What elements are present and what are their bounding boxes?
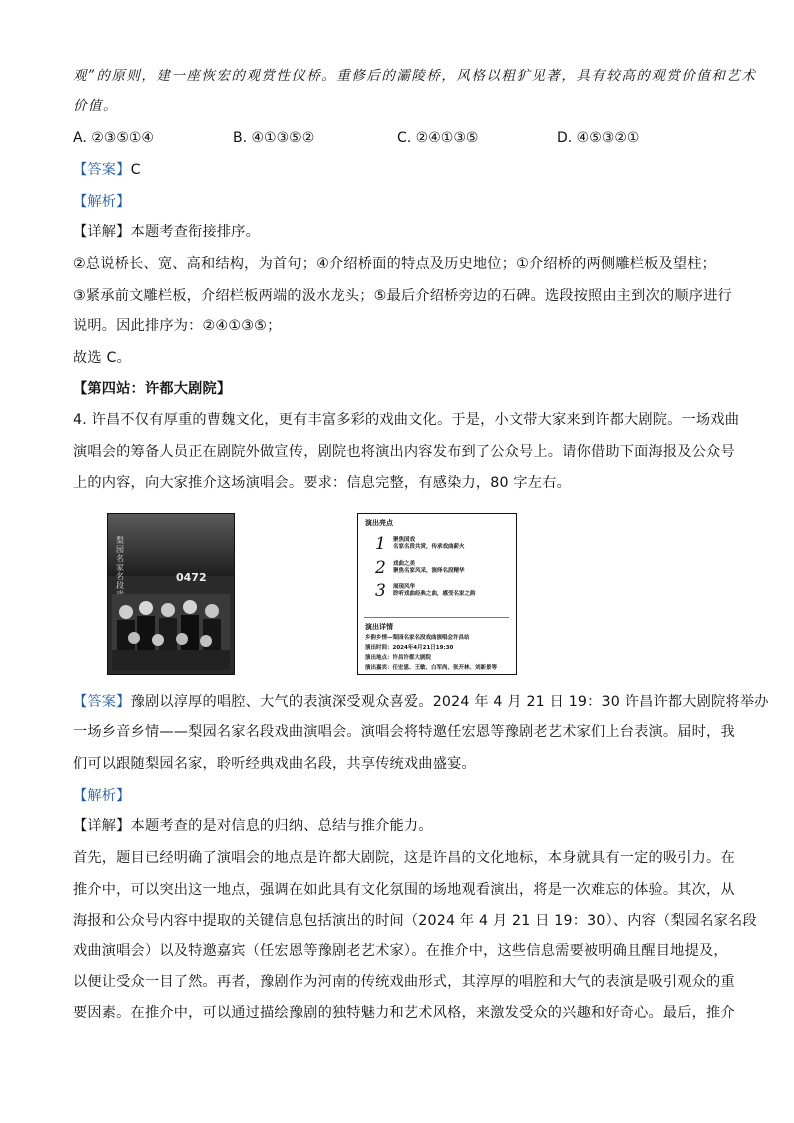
answer-4-line-1 <box>73 692 769 712</box>
answer-4-tag: 【答案】 <box>73 694 131 710</box>
card-item-2-num: 2 <box>375 558 386 578</box>
option-a: A. ②③⑤①④ <box>73 130 154 146</box>
detail-4-line-5: 戏曲演唱会）以及特邀嘉宾（任宏恩等豫剧老艺术家）。在推介中，这些信息需要被明确且醒目地提及， <box>73 943 728 959</box>
detail-3-line-1: 【详解】本题考查衔接排序。 <box>73 224 261 240</box>
card-item-1-num: 1 <box>375 534 386 554</box>
answer-text: C <box>130 162 141 178</box>
option-d: D. ④⑤③②① <box>557 130 640 146</box>
detail-4-line-7: 要因素。在推介中，可以通过描绘豫剧的独特魅力和艺术风格，来激发受众的兴趣和好奇心。最后，推介 <box>73 1005 735 1021</box>
card-detail-2: 演出时间：2024年4月21日19:30 <box>365 645 454 651</box>
card-details-header: 演出详情 <box>365 623 393 631</box>
card-item-3 <box>393 584 476 598</box>
answer-3 <box>73 160 141 180</box>
prev-text-line-2: 价值。 <box>73 98 118 114</box>
poster-performers-photo <box>112 594 230 670</box>
analysis-label-4: 【解析】 <box>73 788 131 804</box>
card-detail-1: 乡韵乡情—梨园名家名段戏曲演唱会许昌站 <box>365 635 470 641</box>
detail-4-line-2: 首先，题目已经明确了演唱会的地点是许都大剧院，这是许昌的文化地标，本身就具有一定的吸引力。在 <box>73 850 735 866</box>
card-item-3-num: 3 <box>375 581 386 601</box>
detail-4-line-3: 推介中，可以突出这一地点，强调在如此具有文化氛围的场地观看演出，将是一次难忘的体验。其次，从 <box>73 882 735 898</box>
answer-4-text-1: 豫剧以淳厚的唱腔、大气的表演深受观众喜爱。2024 年 4 月 21 日 19：30 许昌许都大剧院将举办 <box>130 694 769 710</box>
card-detail-3: 演出地点：许昌许都大剧院 <box>365 655 432 661</box>
card-header: 演出亮点 <box>365 519 393 527</box>
card-item-1-sub: 名家名段共赏，传承戏曲薪火 <box>393 544 465 550</box>
answer-tag: 【答案】 <box>73 162 131 178</box>
detail-4-line-1: 【详解】本题考查的是对信息的归纳、总结与推介能力。 <box>73 818 433 834</box>
detail-3-line-5: 故选 C。 <box>73 350 131 366</box>
card-item-2-title: 戏曲之美 <box>393 561 416 567</box>
poster-number: 0472 <box>176 571 207 584</box>
question-4-line-3: 上的内容，向大家推介这场演唱会。要求：信息完整，有感染力，80 字左右。 <box>73 475 571 491</box>
station-heading: 【第四站：许都大剧院】 <box>73 381 232 397</box>
detail-3-line-4: 说明。因此排序为：②④①③⑤； <box>73 318 282 334</box>
detail-4-line-4: 海报和公众号内容中提取的关键信息包括演出的时间（2024 年 4 月 21 日 19：30）、内容（梨园名家名段 <box>73 913 757 929</box>
poster-vertical-title: 梨园名家名段 <box>116 536 124 590</box>
card-detail-4: 演出嘉宾：任宏恩、王敏、白军尚、张开林、刘新景等 <box>365 665 498 671</box>
card-item-1-title: 聚焦国戏 <box>393 537 416 543</box>
option-c: C. ②④①③⑤ <box>397 130 479 146</box>
analysis-label-3: 【解析】 <box>73 194 131 210</box>
card-item-2-sub: 聚焦名家风采，演绎名段精华 <box>393 568 465 574</box>
card-item-3-sub: 聆听戏曲经典之曲，感受名家之韵 <box>393 591 476 597</box>
question-4-line-2: 演唱会的筹备人员正在剧院外做宣传，剧院也将演出内容发布到了公众号上。请你借助下面海报及公众号 <box>73 444 735 460</box>
detail-4-line-6: 以便让受众一目了然。再者，豫剧作为河南的传统戏曲形式，其淳厚的唱腔和大气的表演是吸引观众的重 <box>73 974 735 990</box>
card-item-1 <box>393 537 465 551</box>
answer-4-line-2: 一场乡音乡情——梨园名家名段戏曲演唱会。演唱会将特邀任宏恩等豫剧老艺术家们上台表演。届时，我 <box>73 724 735 740</box>
question-4-line-1: 4. 许昌不仅有厚重的曹魏文化，更有丰富多彩的戏曲文化。于是，小文带大家来到许都大剧院。一场戏曲 <box>73 412 740 428</box>
wechat-announcement-image <box>357 513 517 675</box>
prev-text-line-1: 观”的原则，建一座恢宏的观赏性仪桥。重修后的灞陵桥，风格以粗犷见著，具有较高的观赏价值和艺术 <box>73 68 757 84</box>
card-item-2 <box>393 561 465 575</box>
opera-poster-image <box>107 513 235 675</box>
card-item-3-title: 展现风华 <box>393 584 416 590</box>
option-b: B. ④①③⑤② <box>233 130 315 146</box>
detail-3-line-3: ③紧承前文雕栏板，介绍栏板两端的汲水龙头；⑤最后介绍桥旁边的石碑。选段按照由主到次的顺序进行 <box>73 288 732 304</box>
answer-4-line-3: 们可以跟随梨园名家，聆听经典戏曲名段，共享传统戏曲盛宴。 <box>73 756 476 772</box>
card-divider <box>364 617 509 618</box>
detail-3-line-2: ②总说桥长、宽、高和结构，为首句；④介绍桥面的特点及历史地位；①介绍桥的两侧雕栏板及望柱； <box>73 256 717 272</box>
